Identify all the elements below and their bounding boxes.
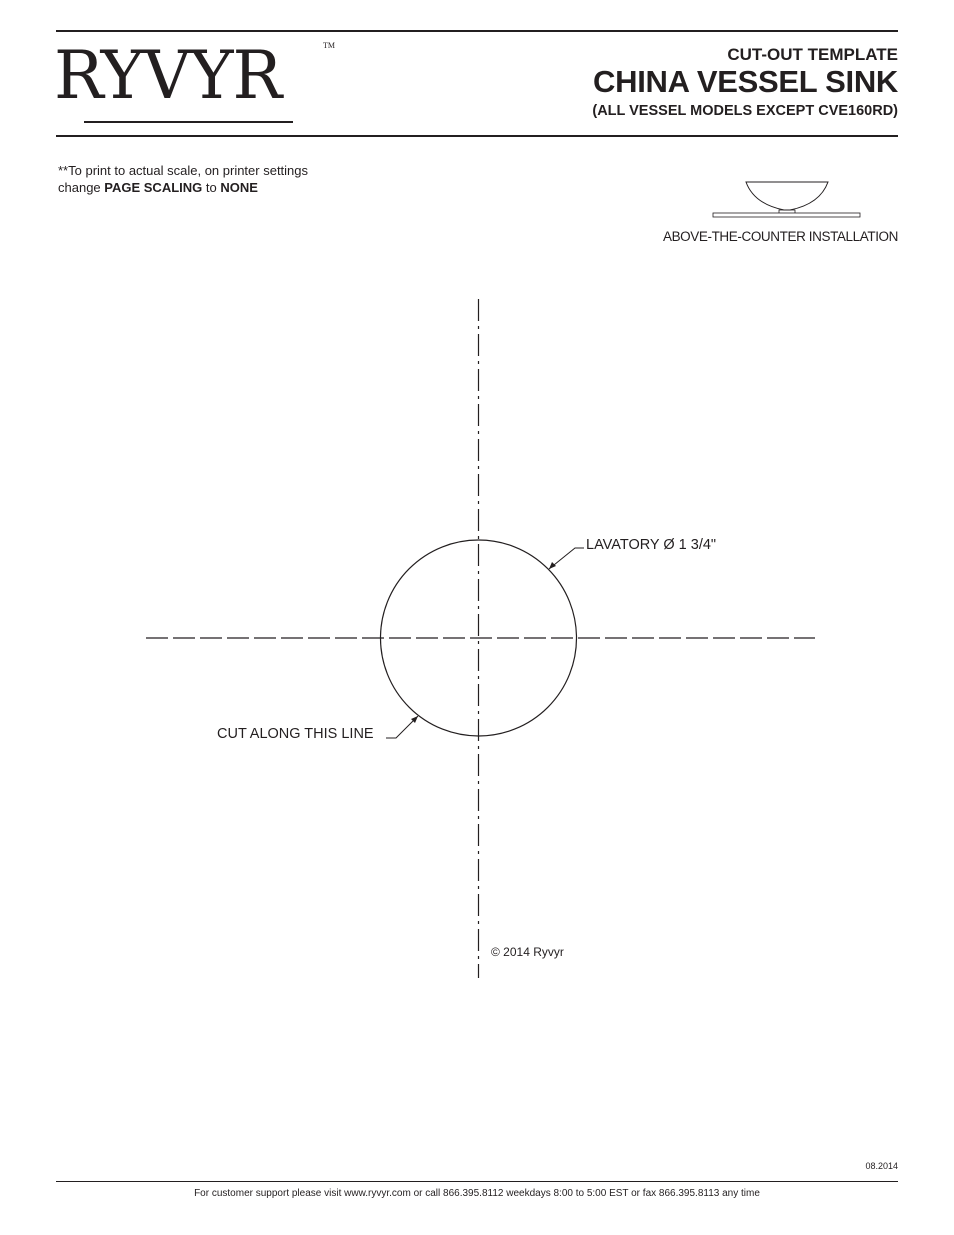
cut-line-label: CUT ALONG THIS LINE (217, 726, 374, 742)
copyright-text: © 2014 Ryvyr (491, 945, 564, 959)
lavatory-diameter-label: LAVATORY Ø 1 3/4" (586, 537, 717, 553)
document-title: CHINA VESSEL SINK (593, 64, 898, 99)
note-line-1: **To print to actual scale, on printer settings (58, 163, 309, 178)
footer-rule (56, 1181, 898, 1182)
note-page-scaling: PAGE SCALING (104, 180, 203, 195)
document-subtitle: (ALL VESSEL MODELS EXCEPT CVE160RD) (592, 103, 898, 119)
customer-support-footer: For customer support please visit www.ryvyr.com or call 866.395.8112 weekdays 8:00 to 5:00 EST or fax 866.395.8113 any time (194, 1188, 760, 1199)
revision-date: 08.2014 (865, 1161, 898, 1171)
trademark-mark: TM (323, 41, 335, 50)
document-kicker: CUT-OUT TEMPLATE (727, 45, 898, 64)
installation-caption: ABOVE-THE-COUNTER INSTALLATION (662, 229, 898, 244)
note-text: change (58, 180, 105, 195)
note-none: NONE (220, 180, 258, 195)
lavatory-arrow-icon (549, 562, 556, 569)
logo-wordmark: RYVYR (54, 37, 282, 114)
note-text: to (202, 180, 221, 195)
